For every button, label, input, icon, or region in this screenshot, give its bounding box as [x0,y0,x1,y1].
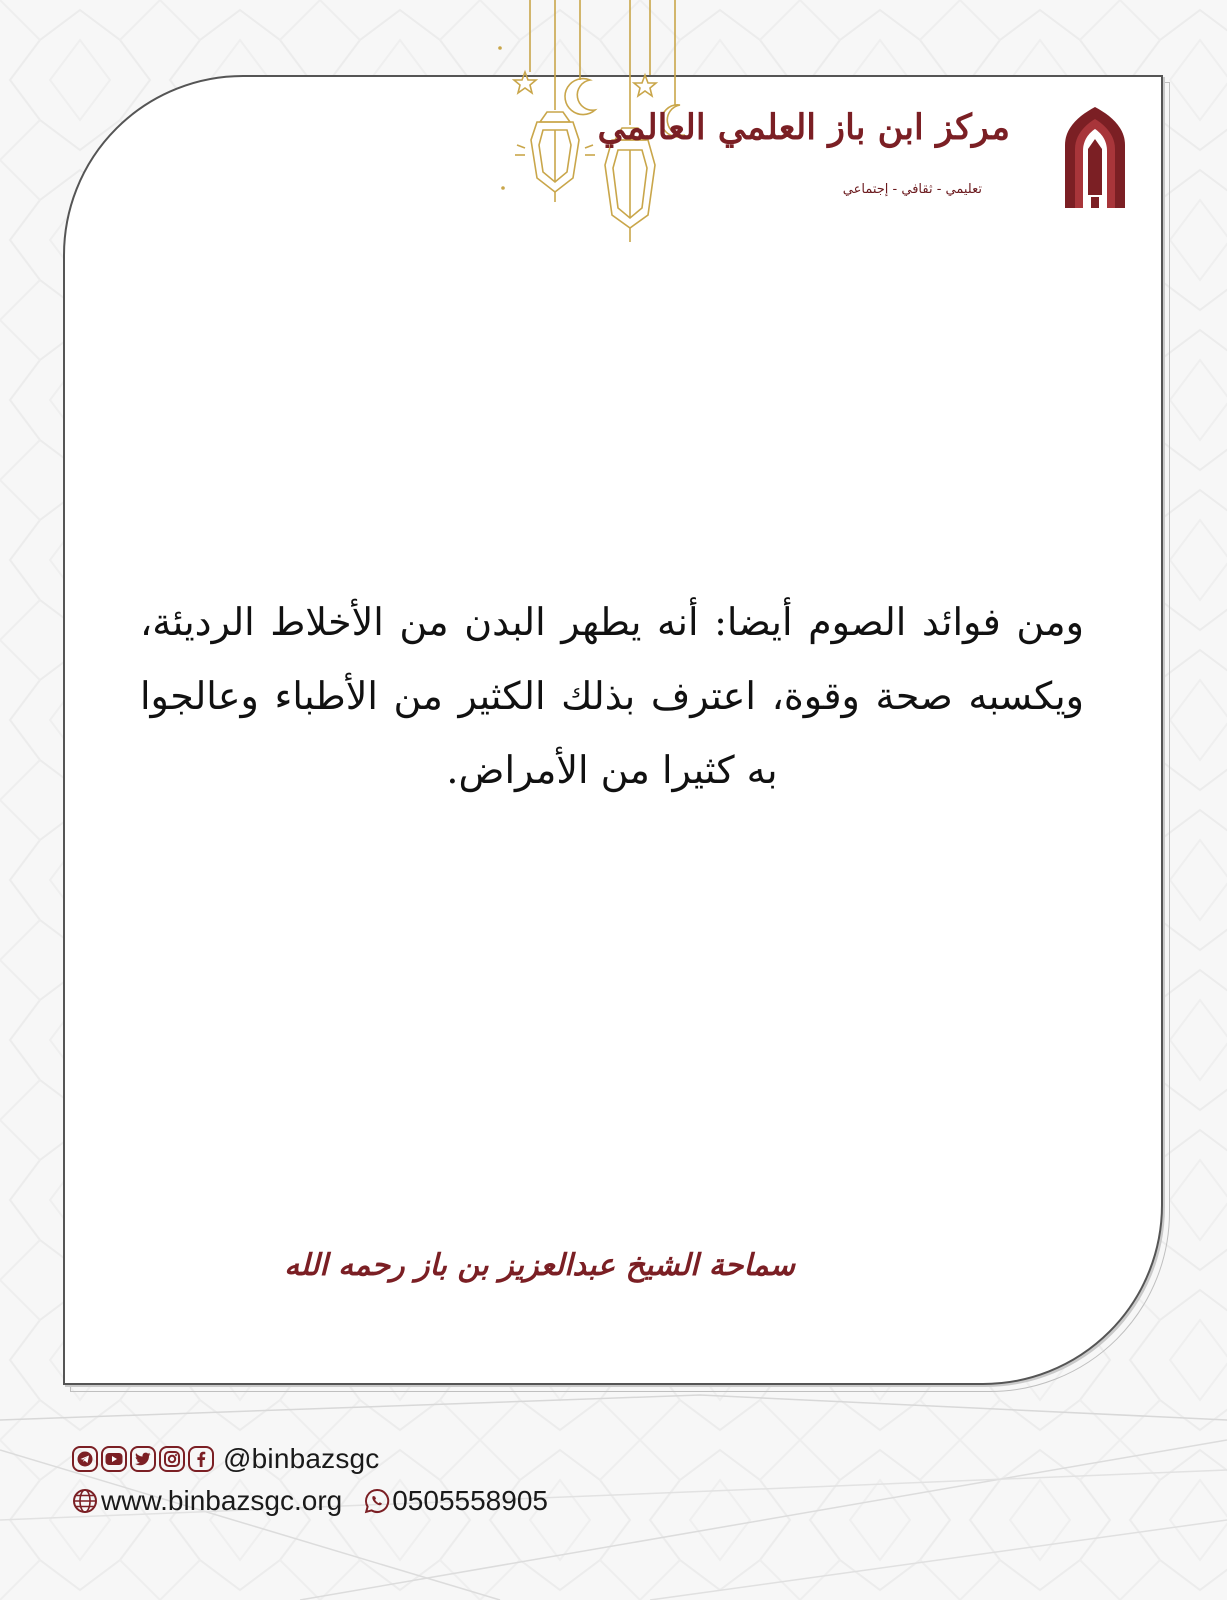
facebook-icon[interactable] [188,1446,214,1472]
whatsapp-icon [364,1488,390,1514]
telegram-icon[interactable] [72,1446,98,1472]
phone-number[interactable]: 0505558905 [392,1485,548,1516]
youtube-icon[interactable] [101,1446,127,1472]
globe-icon [72,1488,98,1514]
center-logo [597,100,1130,212]
instagram-icon[interactable] [159,1446,185,1472]
social-handle[interactable]: @binbazsgc [223,1443,380,1474]
logo-tagline: تعليمي - ثقافي - إجتماعي [842,182,982,197]
website-link[interactable]: www.binbazsgc.org [101,1485,343,1516]
signature: سماحة الشيخ عبدالعزيز بن باز رحمه الله [284,1248,795,1283]
mosque-arch-logo-icon [1060,105,1130,210]
logo-name: مركز ابن باز العلمي العالمي [597,107,1010,148]
contact-row [72,1482,548,1520]
main-quote: ومن فوائد الصوم أيضا: أنه يطهر البدن من الأخلاط الرديئة، ويكسبه صحة وقوة، اعترف بذلك الكثير من الأطباء وعالجوا به كثيرا من الأمراض. [140,600,1084,792]
social-row [72,1440,380,1478]
twitter-icon[interactable] [130,1446,156,1472]
footer [72,1440,592,1570]
